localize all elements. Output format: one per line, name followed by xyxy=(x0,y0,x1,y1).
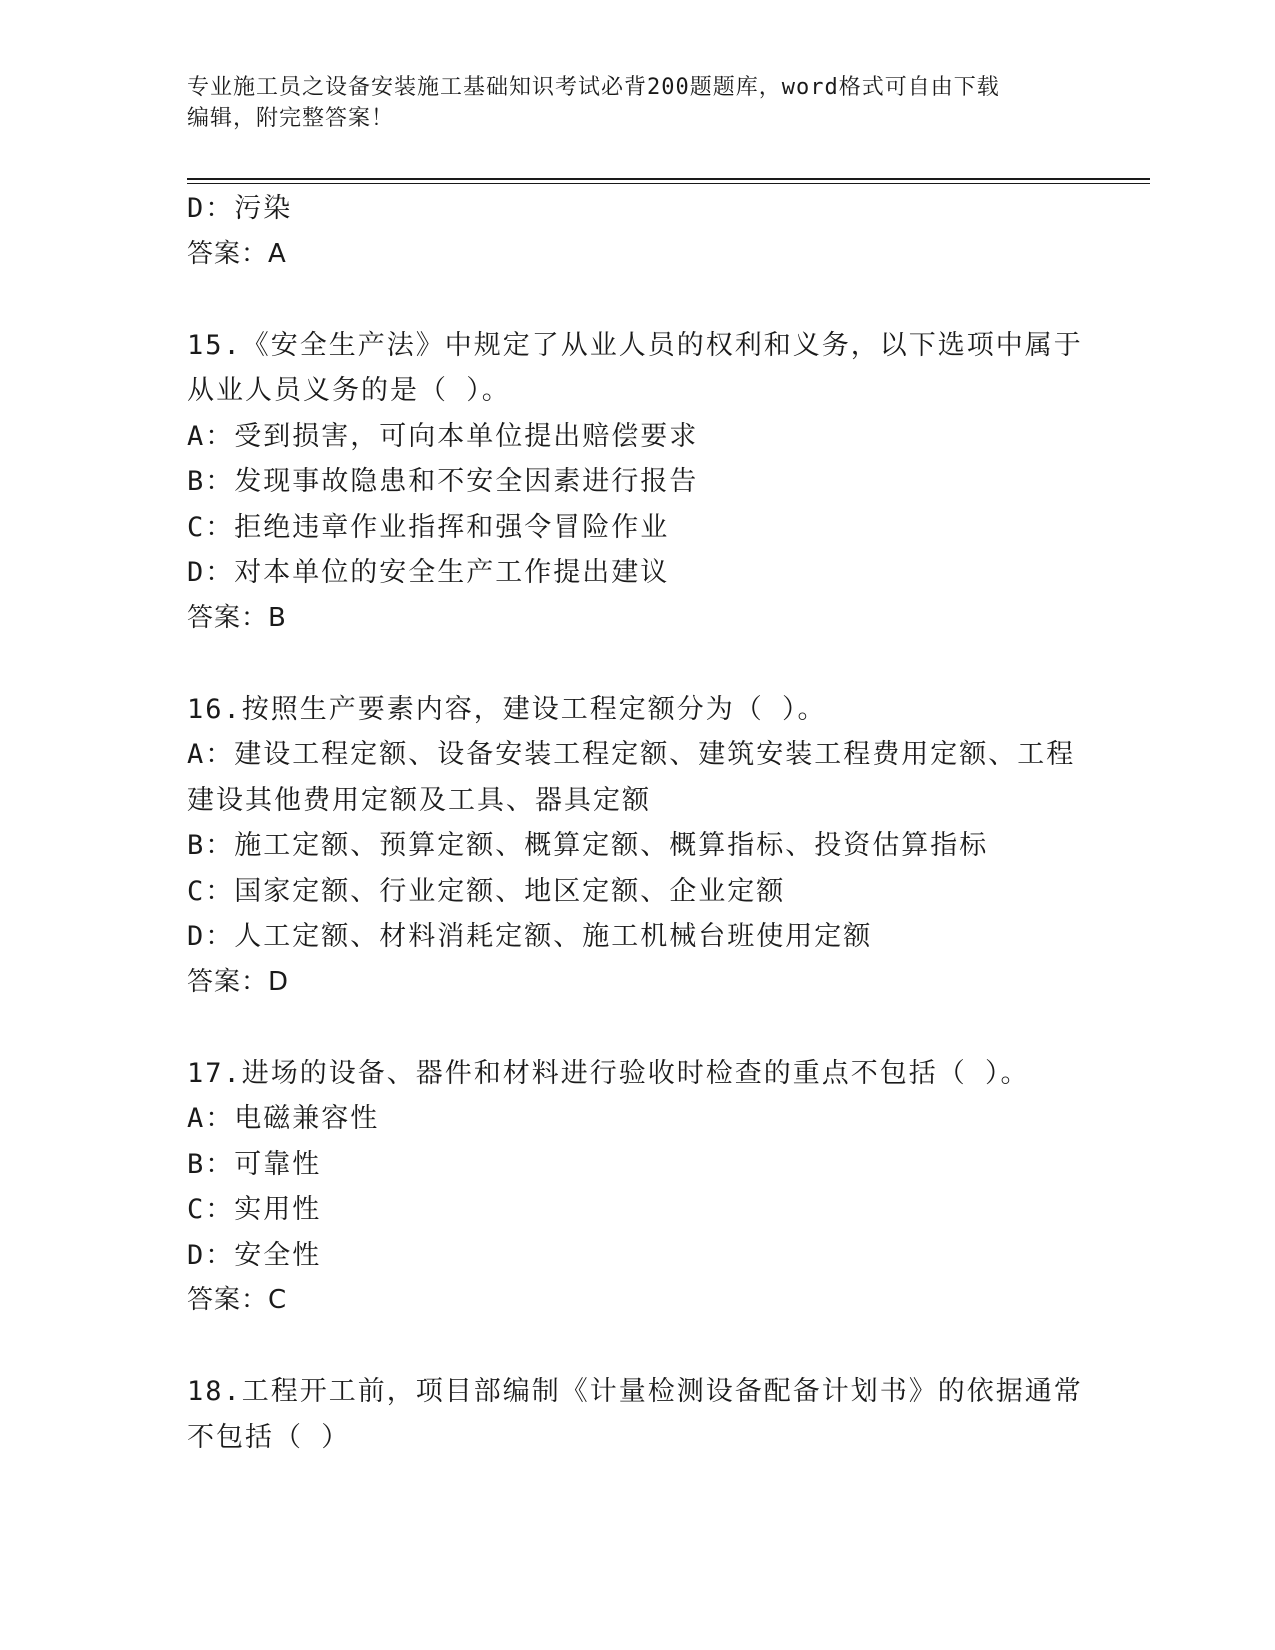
header-divider-thin xyxy=(187,183,1150,184)
spacer xyxy=(187,1005,1087,1051)
header-title-line-2: 编辑，附完整答案！ xyxy=(187,106,395,131)
question-stem: 15.《安全生产法》中规定了从业人员的权利和义务，以下选项中属于 xyxy=(187,329,1083,361)
question-stem-continued: 从业人员义务的是（ ）。 xyxy=(187,375,511,406)
option-d: D：人工定额、材料消耗定额、施工机械台班使用定额 xyxy=(187,921,873,952)
answer: 答案：B xyxy=(187,602,287,633)
option-a: A：电磁兼容性 xyxy=(187,1103,380,1134)
option-c: C：拒绝违章作业指挥和强令冒险作业 xyxy=(187,511,670,543)
spacer xyxy=(187,277,1087,323)
question-stem: 18.工程开工前，项目部编制《计量检测设备配备计划书》的依据通常 xyxy=(187,1376,1083,1407)
option-c: C：国家定额、行业定额、地区定额、企业定额 xyxy=(187,875,786,907)
previous-question-tail xyxy=(187,186,1087,277)
question-17 xyxy=(187,1051,1087,1324)
question-stem-continued: 不包括（ ） xyxy=(187,1421,351,1453)
question-15 xyxy=(187,323,1087,642)
option-a-continued: 建设其他费用定额及工具、器具定额 xyxy=(187,784,651,816)
answer: 答案：C xyxy=(187,1285,288,1315)
answer: 答案：D xyxy=(187,966,290,997)
option-b: B：施工定额、预算定额、概算定额、概算指标、投资估算指标 xyxy=(187,830,989,861)
question-stem: 16.按照生产要素内容，建设工程定额分为（ ）。 xyxy=(187,693,827,725)
question-list xyxy=(187,186,1087,1460)
option-d: D：安全性 xyxy=(187,1239,322,1271)
option-b: B：可靠性 xyxy=(187,1148,322,1180)
option-d: D：对本单位的安全生产工作提出建议 xyxy=(187,557,670,588)
question-stem: 17.进场的设备、器件和材料进行验收时检查的重点不包括（ ）。 xyxy=(187,1057,1030,1089)
option-c: C：实用性 xyxy=(187,1194,322,1225)
question-16 xyxy=(187,687,1087,1006)
option-d: D：污染 xyxy=(187,193,293,224)
page-header xyxy=(187,72,1067,134)
option-b: B：发现事故隐患和不安全因素进行报告 xyxy=(187,466,699,497)
header-title-line-1: 专业施工员之设备安装施工基础知识考试必背200题题库，word格式可自由下载 xyxy=(187,75,1000,100)
spacer xyxy=(187,1324,1087,1370)
option-a: A：受到损害，可向本单位提出赔偿要求 xyxy=(187,420,699,452)
option-a: A：建设工程定额、设备安装工程定额、建筑安装工程费用定额、工程 xyxy=(187,739,1076,770)
header-divider-thick xyxy=(187,178,1150,180)
question-18 xyxy=(187,1369,1087,1460)
answer: 答案：A xyxy=(187,238,287,269)
spacer xyxy=(187,641,1087,687)
